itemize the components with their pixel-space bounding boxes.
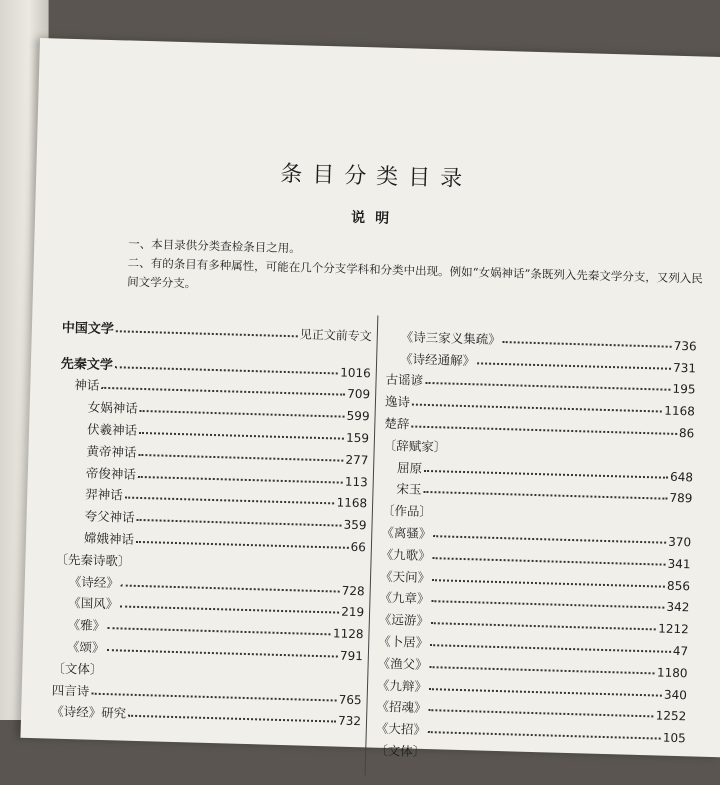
leader-dots — [121, 584, 340, 592]
entry-label: 嫦娥神话 — [83, 530, 135, 547]
entry-label: 伏羲神话 — [86, 421, 138, 438]
entry-page-number: 359 — [343, 517, 367, 533]
leader-dots — [136, 541, 349, 549]
note-2: 二、有的条目有多种属性，可能在几个分支学科和分类中出现。例如“女娲神话”条既列入先秦文学分支，又列入民间文学分支。 — [127, 255, 704, 291]
entry-page-number: 765 — [338, 692, 362, 707]
entry-label: 宋玉 — [396, 481, 422, 498]
notes-block — [105, 234, 706, 308]
book-page — [20, 38, 720, 757]
entry-label: 〔先秦诗歌〕 — [55, 551, 131, 569]
entry-label: 《远游》 — [378, 611, 430, 629]
entry-label: 《卜居》 — [378, 633, 429, 651]
entry-label: 《渔父》 — [377, 655, 428, 672]
leader-dots — [138, 475, 343, 483]
leader-dots — [137, 519, 342, 527]
entry-page-number: 1180 — [656, 665, 688, 681]
entry-label: 夸父神话 — [84, 508, 135, 525]
leader-dots — [139, 432, 344, 440]
entry-label: 《九辩》 — [376, 677, 428, 694]
entry-label: 四言诗 — [51, 682, 90, 699]
entry-page-number: 789 — [669, 491, 693, 506]
entry-page-number: 599 — [346, 408, 370, 424]
entry-page-number: 195 — [672, 382, 696, 397]
entry-page-number: 732 — [337, 713, 362, 729]
entry-label: 女娲神话 — [87, 399, 138, 417]
entry-label: 逸诗 — [384, 393, 411, 410]
entry-page-number: 219 — [340, 604, 365, 620]
section-subtitle: 说明 — [350, 209, 400, 228]
entry-page-number: 791 — [339, 648, 364, 664]
leader-dots — [503, 341, 672, 348]
page-title: 条目分类目录 — [279, 161, 473, 193]
note-1: 一、本目录供分类查检条目之用。 — [128, 236, 301, 256]
entry-page-number: 731 — [672, 360, 697, 376]
entry-label: 先秦文学 — [60, 356, 114, 373]
entry-page-number: 105 — [662, 730, 686, 746]
entry-page-number: 340 — [663, 687, 688, 702]
entry-page-number: 1212 — [658, 621, 689, 637]
entry-label: 《国风》 — [68, 595, 119, 612]
entry-label: 《颂》 — [66, 638, 105, 655]
entry-page-number: 736 — [673, 338, 697, 354]
leader-dots — [140, 410, 345, 418]
entry-label: 《天问》 — [379, 568, 431, 585]
entry-page-number: 728 — [341, 583, 365, 598]
leader-dots — [116, 330, 298, 337]
entry-label: 《招魂》 — [376, 699, 427, 716]
entry-label: 古谣谚 — [385, 372, 424, 389]
entry-label: 〔辞赋家〕 — [383, 437, 447, 455]
entry-label: 《九歌》 — [380, 546, 431, 563]
entry-page-number: 见正文前专文 — [299, 327, 372, 344]
leader-dots — [120, 606, 339, 614]
leader-dots — [477, 362, 671, 369]
entry-label: 《诗经通解》 — [399, 350, 476, 368]
entry-label: 羿神话 — [85, 486, 123, 503]
entry-page-number: 856 — [666, 578, 691, 593]
entry-label: 《雅》 — [67, 617, 106, 634]
entry-page-number: 1168 — [336, 495, 368, 511]
entry-page-number: 648 — [669, 469, 694, 484]
entry-page-number: 86 — [678, 425, 695, 441]
leader-dots — [125, 497, 335, 505]
entry-label: 中国文学 — [61, 320, 115, 337]
entry-page-number: 159 — [345, 430, 370, 446]
right-column — [375, 323, 697, 767]
entry-label: 神话 — [74, 377, 100, 394]
entry-page-number: 1128 — [332, 626, 364, 642]
entry-label: 《诗经》 — [68, 573, 120, 590]
entry-page-number: 1252 — [655, 708, 687, 724]
entry-page-number: 342 — [666, 600, 690, 615]
entry-page-number: 370 — [668, 534, 692, 550]
entry-label: 〔作品〕 — [381, 502, 433, 520]
entry-page-number: 66 — [350, 539, 367, 555]
entry-label: 〔文体〕 — [52, 660, 103, 677]
entry-page-number: 709 — [347, 387, 371, 402]
entry-page-number: 277 — [345, 452, 369, 468]
leader-dots — [138, 454, 343, 462]
left-column — [51, 314, 372, 729]
entry-label: 《诗三家义集疏》 — [400, 328, 501, 347]
entry-page-number: 113 — [344, 474, 368, 489]
entry-label: 《诗经》研究 — [50, 703, 127, 722]
entry-page-number: 341 — [667, 556, 691, 572]
leader-dots — [128, 715, 336, 723]
entry-label: 楚辞 — [384, 415, 410, 432]
entry-page-number: 47 — [672, 643, 689, 659]
entry-label: 《九章》 — [379, 590, 430, 607]
entry-page-number: 1168 — [664, 403, 696, 419]
entry-page-number: 1016 — [340, 365, 371, 380]
entry-label: 屈原 — [396, 459, 423, 476]
entry-label: 〔文体〕 — [375, 742, 426, 759]
entry-label: 《离骚》 — [381, 524, 432, 542]
entry-label: 黄帝神话 — [86, 443, 137, 460]
entry-label: 帝俊神话 — [85, 465, 137, 482]
entry-label: 《大招》 — [375, 720, 427, 738]
